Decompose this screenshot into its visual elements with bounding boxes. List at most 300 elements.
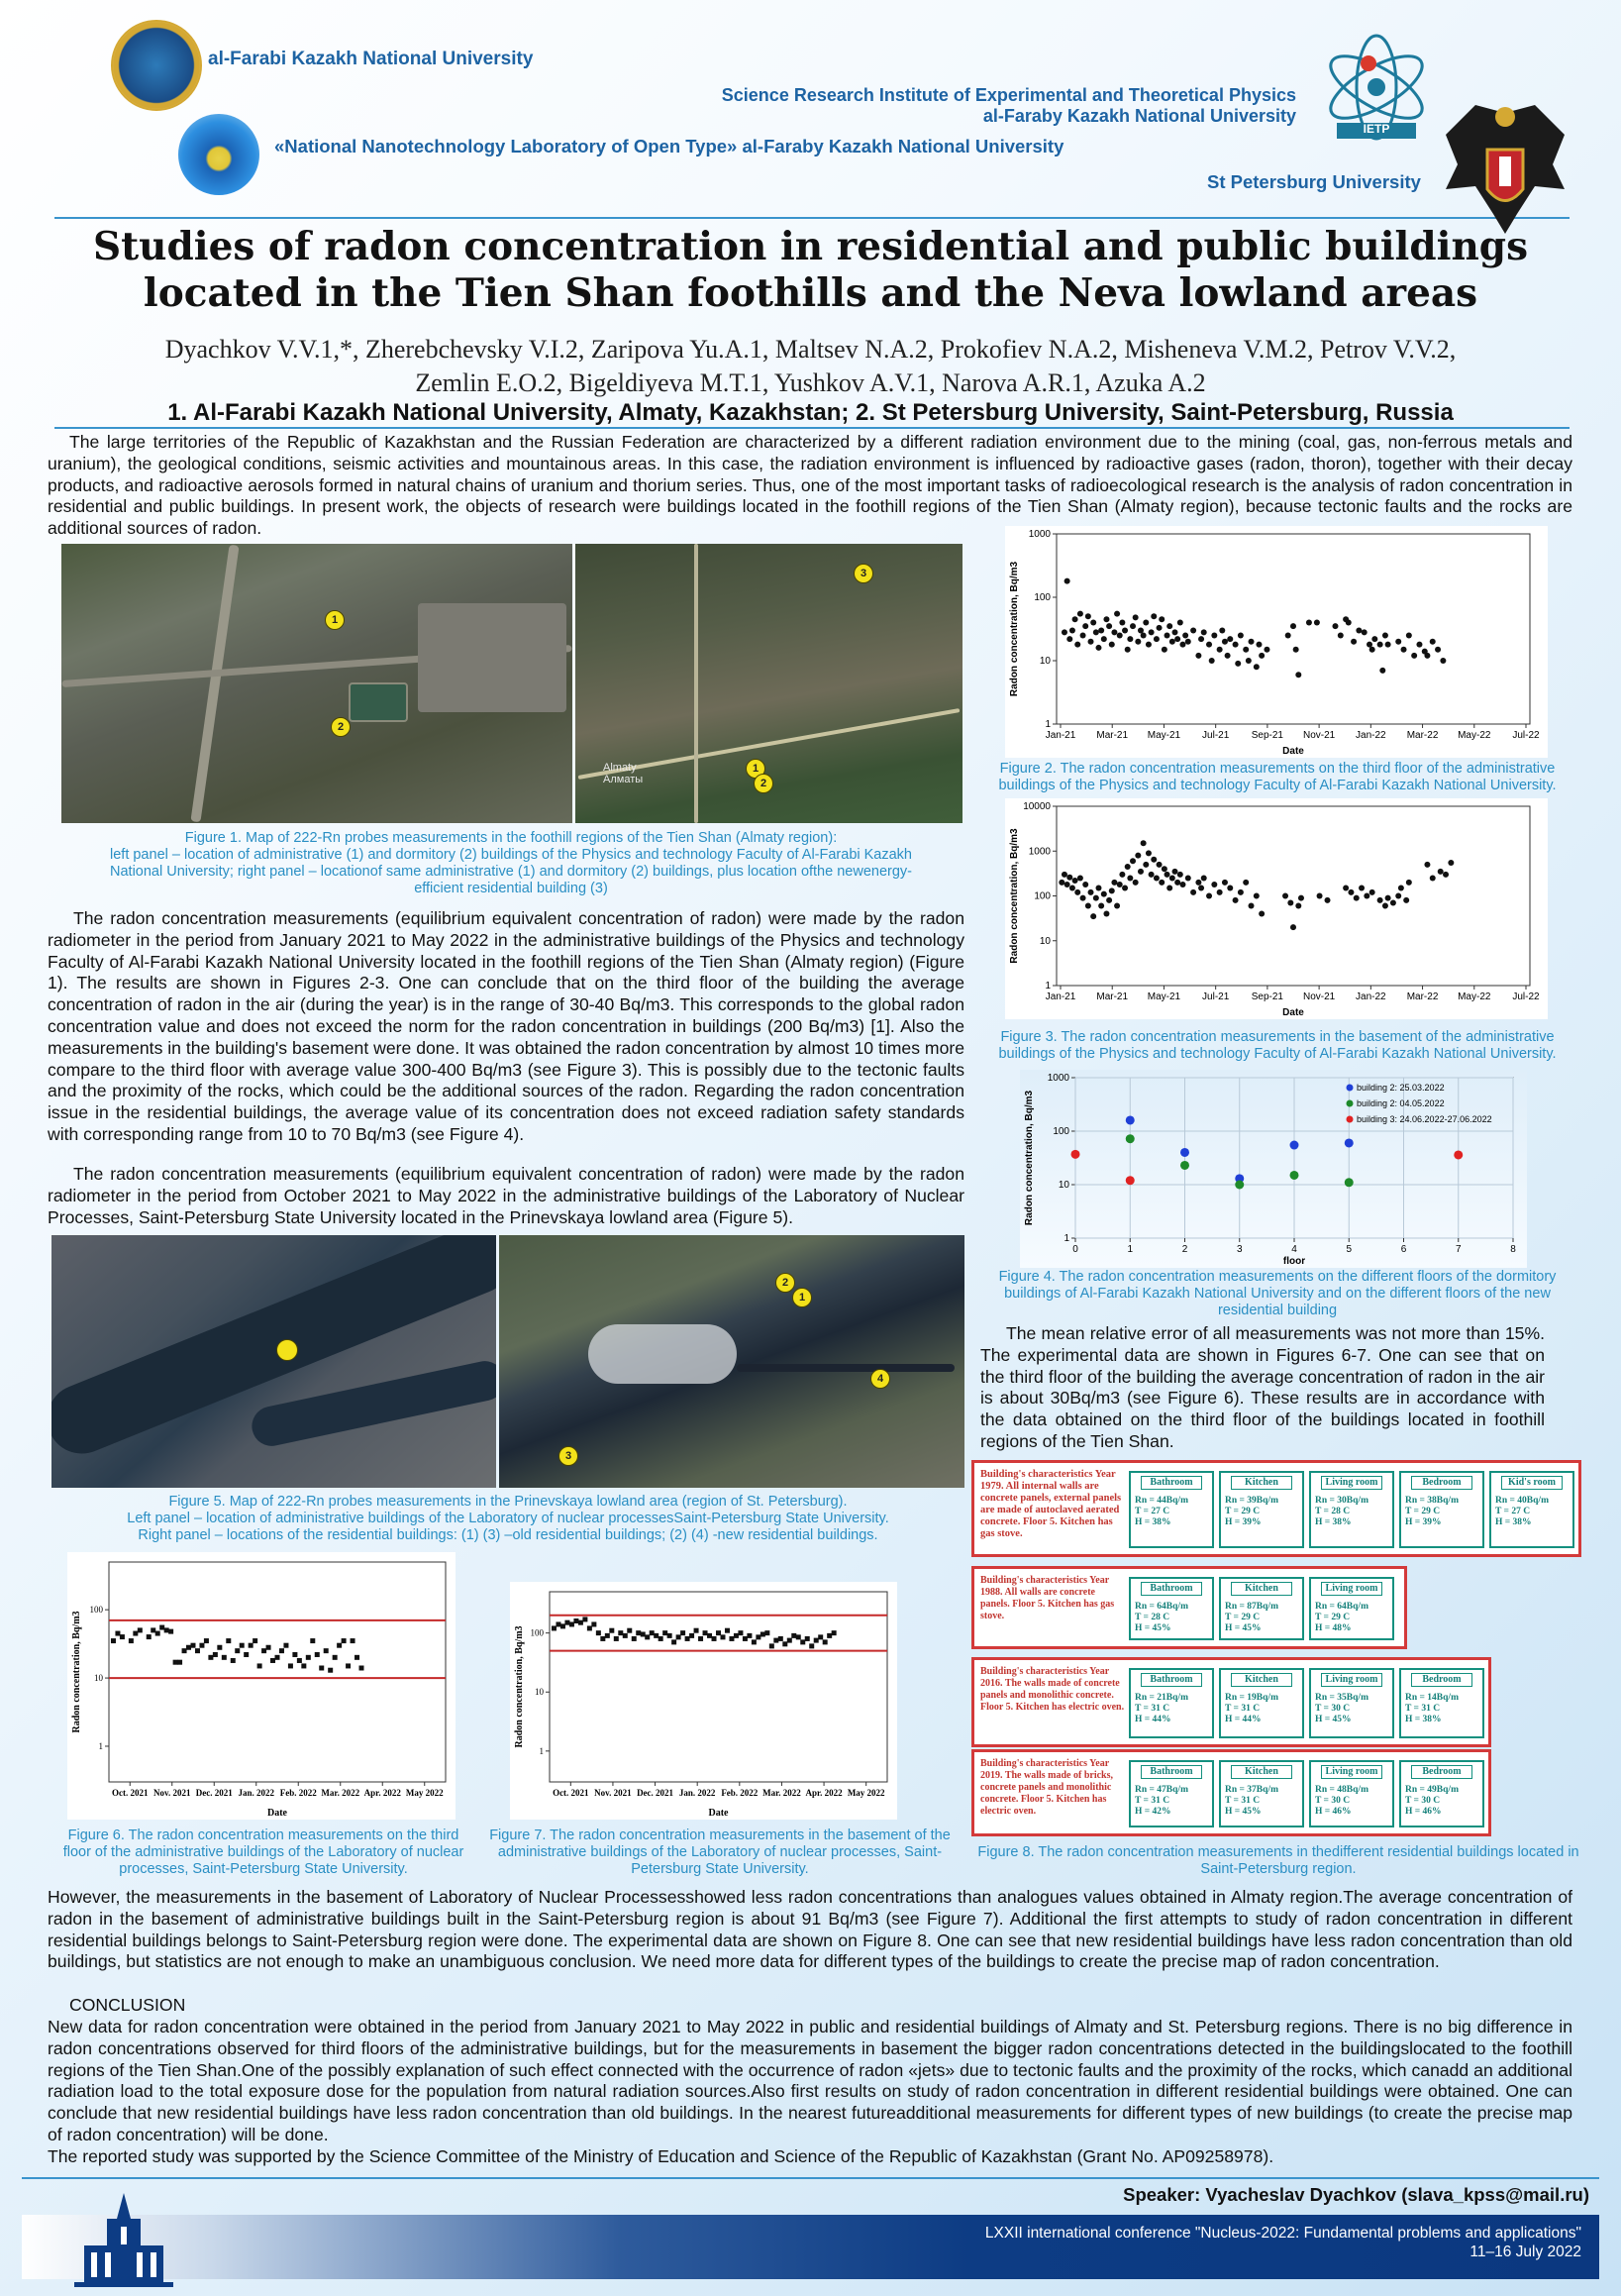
fig4-legend-marker [1347,1085,1354,1092]
room-name: Kitchen [1231,1673,1292,1687]
fig3-data-point [1395,893,1401,899]
fig2-data-point [1369,647,1375,653]
fig3-data-point [1127,875,1133,881]
fig6-data-point [208,1655,213,1660]
fig3-data-point [1243,880,1249,886]
fig6-data-point [115,1631,120,1636]
fig5-left-map [51,1235,496,1488]
conference-dates: 11–16 July 2022 [1469,2244,1581,2260]
fig7-data-point [623,1633,628,1638]
fig7-xtick-label: Nov. 2021 [594,1788,632,1798]
fig2-data-point [1111,629,1117,635]
building-description: Building's characteristics Year 1988. All walls are concrete panels. Floor 5. Kitchen has gas stove. [980,1575,1115,1621]
fig3-data-point [1359,886,1365,891]
fig7-data-point [716,1630,721,1635]
fig3-data-point [1198,886,1204,891]
fig6-data-point [279,1648,284,1653]
fig2-data-point [1254,664,1260,670]
fig2-data-point [1225,653,1231,659]
room-name: Bedroom [1411,1765,1472,1779]
fig3-data-point [1166,886,1172,891]
fig7-data-point [609,1628,614,1633]
fig6-data-point [173,1660,178,1665]
fig2-data-point [1198,636,1204,642]
fig3-data-point [1385,895,1391,901]
fig3-ytick-label: 1000 [1028,846,1051,858]
fig3-ytick-label: 100 [1034,890,1051,902]
fig2-xtick-label: May-22 [1458,730,1491,741]
fig2-data-point [1362,629,1368,635]
temperature-value: T = 29 C [1405,1507,1441,1516]
temperature-value: T = 31 C [1135,1704,1170,1714]
fig3-data-point [1162,866,1167,872]
fig1-left-marker-2: 2 [331,717,351,737]
fig6-xtick-label: Feb. 2022 [279,1788,317,1798]
fig3-data-point [1157,862,1163,868]
fig4-chart [1020,1070,1527,1268]
fig2-xtick-label: May-21 [1147,730,1181,741]
fig2-data-point [1093,629,1099,635]
fig6-data-point [186,1645,191,1650]
fig3-ytick-label: 10 [1039,935,1051,947]
fig2-data-point [1077,611,1083,617]
fig3-data-point [1317,893,1323,899]
fig7-data-point [832,1630,837,1635]
fig2-data-point [1430,639,1436,645]
fig2-data-point [1177,619,1183,625]
fig2-data-point [1235,661,1241,667]
fig3-data-point [1169,875,1175,881]
fig2-data-point [1190,627,1196,633]
fig6-data-point [270,1658,275,1663]
fig2-data-point [1338,633,1344,639]
fig6-data-point [138,1627,143,1632]
room-measurement [1219,1471,1304,1548]
fig2-data-point [1435,647,1441,653]
fig3-data-point [1062,872,1067,878]
fig2-data-point [1209,658,1215,664]
fig7-data-point [587,1625,592,1630]
fig2-yaxis-label: Radon concentration, Bq/m3 [1009,561,1020,697]
fig1-left-map [61,544,572,823]
temperature-value: T = 31 C [1135,1796,1170,1806]
fig3-data-point [1177,872,1183,878]
kaznu-name: al-Farabi Kazakh National University [208,49,534,69]
humidity-value: H = 46% [1315,1807,1352,1817]
fig2-data-point [1367,642,1372,648]
fig7-data-point [814,1638,819,1643]
fig3-caption: Figure 3. The radon concentration measurements in the basement of the administrative buildings of the Physics and technology Faculty of Al-Farabi Kazakh National University. [998,1029,1557,1062]
fig6-data-point [231,1658,236,1663]
fig7-xaxis-label: Date [708,1808,729,1819]
fig6-data-point [351,1638,355,1643]
fig3-data-point [1069,886,1075,891]
affiliations: 1. Al-Farabi Kazakh National University, Almaty, Kazakhstan; 2. St Petersburg University, Saint-Petersburg, Russia [167,399,1454,426]
fig6-xtick-label: Apr. 2022 [363,1788,401,1798]
fig3-xtick-label: Jul-21 [1202,991,1230,1002]
temperature-value: T = 29 C [1225,1613,1261,1622]
fig6-data-point [310,1638,315,1643]
authors-line1: Dyachkov V.V.1,*, Zherebchevsky V.I.2, Zaripova Yu.A.1, Maltsev N.A.2, Prokofiev N.A.2, Misheneva V.M.2, Petrov V.V.2, [164,335,1457,364]
fig4-ytick-label: 100 [1053,1126,1069,1137]
fig6-data-point [288,1663,293,1668]
fig6-data-point [120,1634,125,1639]
fig2-data-point [1135,639,1141,645]
fig6-chart [67,1552,456,1820]
fig3-xaxis-label: Date [1282,1007,1304,1018]
radon-value: Rn = 38Bq/m [1405,1496,1459,1506]
room-measurement [1129,1668,1214,1738]
fig5-right-marker-4: 4 [870,1369,890,1389]
fig3-data-point [1088,889,1094,895]
room-measurement [1129,1760,1214,1827]
fig7-data-point [667,1633,672,1638]
fig6-data-point [182,1648,187,1653]
fig2-data-point [1411,653,1417,659]
room-measurement [1399,1760,1484,1827]
fig3-data-point [1222,880,1228,886]
radon-value: Rn = 30Bq/m [1315,1496,1368,1506]
fig7-data-point [641,1631,646,1636]
fig6-data-point [261,1648,266,1653]
fig7-data-point [787,1638,792,1643]
authors [0,333,1621,400]
fig4-legend-label: building 2: 25.03.2022 [1357,1083,1445,1093]
temperature-value: T = 28 C [1135,1613,1170,1622]
fig7-data-point [627,1628,632,1633]
fig6-data-point [204,1638,209,1643]
fig6-data-point [244,1652,249,1657]
radon-value: Rn = 64Bq/m [1315,1602,1368,1612]
fig7-xtick-label: Feb. 2022 [721,1788,759,1798]
fig7-data-point [707,1633,712,1638]
fig7-data-point [796,1634,801,1639]
humidity-value: H = 38% [1405,1715,1442,1724]
fig2-data-point [1314,619,1320,625]
room-measurement [1399,1668,1484,1738]
fig2-data-point [1264,647,1269,653]
fig7-data-point [703,1630,708,1635]
fig6-xtick-label: May 2022 [405,1788,444,1798]
fig7-data-point [760,1631,765,1636]
fig7-data-point [618,1630,623,1635]
fig7-xtick-label: Oct. 2021 [553,1788,589,1798]
authors-line2: Zemlin E.O.2, Bigeldiyeva M.T.1, Yushkov A.V.1, Narova A.R.1, Azuka A.2 [415,368,1206,397]
fig3-data-point [1438,869,1444,875]
fig3-data-point [1151,857,1157,863]
fig2-data-point [1174,636,1180,642]
fig3-data-point [1085,903,1091,909]
fig4-xtick-label: 1 [1127,1244,1134,1255]
fig7-data-point [578,1620,583,1625]
fig3-data-point [1174,880,1180,886]
fig6-data-point [333,1655,338,1660]
room-measurement [1399,1471,1484,1548]
fig6-data-point [151,1627,155,1632]
fig6-data-point [235,1648,240,1653]
fig4-data-point [1126,1176,1135,1185]
fig3-data-point [1066,875,1072,881]
fig2-data-point [1356,627,1362,633]
fig2-data-point [1385,642,1391,648]
fig3-data-point [1354,895,1360,901]
fig2-ytick-label: 100 [1034,592,1051,603]
conclusion-heading: CONCLUSION [69,1995,186,2015]
fig2-xtick-label: Sep-21 [1251,730,1284,741]
fig5-left-marker [276,1339,298,1361]
fig2-data-point [1069,627,1075,633]
room-measurement [1219,1760,1304,1827]
fig2-data-point [1290,623,1296,629]
fig2-data-point [1133,614,1139,620]
temperature-value: T = 30 C [1405,1796,1441,1806]
fig3-data-point [1233,897,1239,903]
fig2-data-point [1395,639,1401,645]
fig3-ytick-label: 1 [1045,981,1051,991]
building-card [971,1749,1491,1836]
fig3-data-point [1130,858,1136,864]
fig3-data-point [1138,869,1144,875]
fig3-data-point [1093,895,1099,901]
fig2-data-point [1211,633,1217,639]
fig7-data-point [654,1633,659,1638]
fig7-ytick-label: 100 [530,1627,544,1638]
radon-value: Rn = 19Bq/m [1225,1693,1278,1703]
fig2-xtick-label: Jul-21 [1202,730,1230,741]
fig6-data-point [342,1638,347,1643]
fig6-data-point [111,1638,116,1643]
fig2-caption: Figure 2. The radon concentration measurements on the third floor of the administrative buildings of the Physics and technology Faculty of Al-Farabi Kazakh National University. [998,761,1557,793]
fig2-data-point [1172,629,1178,635]
fig3-ytick-label: 10000 [1023,801,1051,812]
fig7-data-point [662,1630,667,1635]
university-building-logo [69,2191,178,2290]
temperature-value: T = 30 C [1315,1796,1351,1806]
fig6-data-point [191,1643,196,1648]
fig6-data-point [359,1665,364,1670]
spbu-name: St Petersburg University [1207,171,1421,192]
room-name: Bedroom [1411,1476,1472,1490]
fig7-data-point [582,1617,587,1621]
room-name: Bathroom [1141,1765,1202,1779]
fig7-data-point [827,1633,832,1638]
fig2-data-point [1440,658,1446,664]
fig7-data-point [756,1634,760,1639]
humidity-value: H = 45% [1135,1623,1171,1633]
fig2-data-point [1062,629,1067,635]
fig3-data-point [1098,903,1104,909]
fig4-data-point [1126,1134,1135,1143]
fig3-data-point [1390,900,1396,906]
fig2-ytick-label: 1 [1045,719,1051,730]
fig6-data-point [155,1631,160,1636]
ietp-logo-text: IЕТР [1363,122,1390,136]
poster-title [0,224,1621,317]
fig4-xtick-label: 0 [1072,1244,1078,1255]
fig2-data-point [1146,642,1152,648]
fig3-data-point [1201,875,1207,881]
fig2-data-point [1106,623,1112,629]
fig5-right-map [499,1235,964,1488]
fig2-data-point [1130,623,1136,629]
fig1-caption-line1: Figure 1. Map of 222-Rn probes measurements in the foothill regions of the Tien Shan (Almaty region): [184,830,838,846]
fig6-xtick-label: Oct. 2021 [112,1788,149,1798]
fig2-xtick-label: Nov-21 [1302,730,1336,741]
fig7-data-point [805,1636,810,1641]
fig7-data-point [614,1636,619,1641]
fig2-ytick-label: 1000 [1028,529,1051,540]
fig3-data-point [1165,872,1170,878]
fig7-data-point [809,1643,814,1648]
fig7-yaxis-label: Radon concentration, Bq/m3 [514,1625,525,1748]
fig2-xtick-label: Jan-22 [1356,730,1386,741]
fig3-data-point [1172,869,1178,875]
fig2-data-point [1233,642,1239,648]
radon-value: Rn = 39Bq/m [1225,1496,1278,1506]
fig7-data-point [671,1639,676,1644]
fig1-caption-line2: left panel – location of administrative (1) and dormitory (2) buildings of the Physics and technology Faculty of Al-Farabi Kazakh National University; right panel – locationof same administrative (1) and dormitory (2) buildings, plus location ofthe newenergy-efficient residential building (3) [110,847,912,896]
fig7-xtick-label: Jan. 2022 [678,1788,716,1798]
fig2-data-point [1371,636,1377,642]
fig7-xtick-label: Mar. 2022 [762,1788,801,1798]
fig2-data-point [1114,611,1120,617]
fig4-legend-label: building 2: 04.05.2022 [1357,1098,1445,1108]
fig7-data-point [632,1636,637,1641]
fig7-xtick-label: Dec. 2021 [637,1788,674,1798]
fig2-data-point [1377,642,1383,648]
fig5-right-marker-2: 2 [775,1273,795,1293]
fig2-data-point [1406,633,1412,639]
fig2-xtick-label: Jan-21 [1045,730,1076,741]
kaznu-logo [111,20,202,111]
fig2-data-point [1074,642,1080,648]
fig4-data-point [1235,1181,1244,1190]
radon-value: Rn = 35Bq/m [1315,1693,1368,1703]
fig2-data-point [1122,627,1128,633]
fig3-data-point [1295,903,1301,909]
fig2-data-point [1256,642,1262,648]
fig7-data-point [591,1621,596,1626]
fig3-data-point [1146,850,1152,856]
fig7-data-point [689,1633,694,1638]
fig2-data-point [1141,633,1147,639]
intro-paragraph: The large territories of the Republic of Kazakhstan and the Russian Federation are characterized by a different radiation environment due to the mining (coal, gas, non-ferrous metals and uranium), the geological conditions, seismic activities and mountainous areas. In this case, the radiation environment is influenced by radioactive gases (radon, thoron), together with their decay products, and radioactive aerosols formed in natural chains of uranium and thorium series. Thus, one of the most important tasks of radioecological research is the analysis of radon concentration in residential and public buildings. In present work, the objects of research were buildings located in the foothill regions of the Tien Shan (Almaty region), because tectonic faults and the rocks are additional sources of radon. [48,432,1572,539]
room-measurement [1309,1577,1394,1640]
fig3-data-point [1290,924,1296,930]
humidity-value: H = 39% [1225,1517,1262,1527]
fig2-data-point [1206,642,1212,648]
fig2-data-point [1379,668,1385,674]
fig1-right-marker-2: 2 [754,774,773,793]
fig7-data-point [729,1636,734,1641]
fig3-data-point [1211,882,1217,887]
room-measurement [1129,1577,1214,1640]
conclusion-paragraph: New data for radon concentration were obtained in the period from January 2021 to May 2022 in public and residential buildings of Almaty and St. Petersburg regions. There is no big difference in radon concentrations observed for third floors of the administrative buildings, but for the measurements in basement the bigger radon concentrations detected in the buildingslocated to the foothill regions of the Tien Shan.One of the possibly explanation of such effect connected with the occurrence of radon «jets» due to tectonic faults and the proximity of the rocks, which canadd an additional radiation load to the total exposure dose for the population from natural radiation sources.Also first results on study of radon concentration in different residential buildings were obtained. One can conclude that new residential buildings have less radon concentration than old buildings. In the nearest futureadditional measurements for different types of new buildings (to create the precise map of radon concentration) will be done. [48,2017,1572,2144]
fig2-data-point [1195,653,1201,659]
fig3-data-point [1377,897,1383,903]
fig2-data-point [1219,627,1225,633]
fig6-data-point [226,1638,231,1643]
fig2-data-point [1169,639,1175,645]
radon-value: Rn = 64Bq/m [1135,1602,1188,1612]
room-measurement [1309,1760,1394,1827]
fig3-data-point [1343,886,1349,891]
fig2-data-point [1159,616,1165,622]
fig3-data-point [1117,882,1123,887]
fig3-data-point [1382,903,1388,909]
fig7-xtick-label: Apr. 2022 [805,1788,843,1798]
fig2-data-point [1165,633,1170,639]
fig5-caption-line2: Left panel – location of administrative buildings of the Laboratory of nuclear processesSaint-Petersburg State University. [127,1511,889,1526]
radon-value: Rn = 47Bq/m [1135,1785,1188,1795]
fig6-xtick-label: Dec. 2021 [195,1788,233,1798]
fig7-data-point [769,1643,774,1648]
fig3-data-point [1122,886,1128,891]
title-divider [54,427,1570,429]
fig2-data-point [1222,639,1228,645]
room-measurement [1309,1668,1394,1738]
fig2-chart [1005,526,1548,758]
fig2-data-point [1285,633,1291,639]
fig3-xtick-label: Jan-21 [1045,991,1076,1002]
fig3-data-point [1119,872,1125,878]
humidity-value: H = 39% [1405,1517,1442,1527]
fig2-data-point [1424,653,1430,659]
fig3-data-point [1074,889,1080,895]
fig4-xtick-label: 2 [1181,1244,1188,1255]
fig3-data-point [1135,853,1141,859]
fig2-data-point [1143,619,1149,625]
humidity-value: H = 38% [1495,1517,1532,1527]
fig8-caption: Figure 8. The radon concentration measurements in thedifferent residential buildings located in Saint-Petersburg region. [977,1844,1579,1877]
paragraph-3: The mean relative error of all measurements was not more than 15%. The experimental data are shown in Figures 6-7. One can see that on the third floor of the building the average concentration of radon in the air is about 30Bq/m3 (see Figure 6). These results are in accordance with the data obtained on the third floor of the buildings located in foothill regions of the Tien Shan. [980,1323,1545,1451]
fig2-data-point [1295,672,1301,678]
fig7-data-point [556,1621,560,1626]
fig6-data-point [159,1625,164,1630]
building-description: Building's characteristics Year 2016. The walls made of concrete panels and monolithic concrete. Floor 5. Kitchen has electric oven. [980,1666,1125,1713]
speaker: Speaker: Vyacheslav Dyachkov (slava_kpss@mail.ru) [1123,2184,1589,2205]
fig3-data-point [1254,893,1260,899]
fig7-data-point [680,1630,685,1635]
fig7-data-point [676,1634,681,1639]
fig7-data-point [573,1618,578,1623]
fig2-data-point [1182,633,1188,639]
fig2-data-point [1127,636,1133,642]
fig7-data-point [645,1634,650,1639]
temperature-value: T = 31 C [1225,1796,1261,1806]
fig3-data-point [1103,911,1109,917]
fig3-xtick-label: Mar-22 [1406,991,1439,1002]
fig3-xtick-label: Nov-21 [1302,991,1336,1002]
fig3-data-point [1406,880,1412,886]
fig2-data-point [1149,629,1155,635]
humidity-value: H = 48% [1315,1623,1352,1633]
fig1-right-map [575,544,962,823]
fig3-data-point [1141,840,1147,846]
fig7-data-point [738,1630,743,1635]
fig3-data-point [1149,872,1155,878]
fig7-data-point [659,1636,663,1641]
fig7-data-point [823,1639,828,1644]
room-name: Bathroom [1141,1476,1202,1490]
fig6-xtick-label: Jan. 2022 [238,1788,275,1798]
fig7-chart [510,1582,897,1820]
fig2-data-point [1109,642,1115,648]
radon-value: Rn = 48Bq/m [1315,1785,1368,1795]
fig3-data-point [1259,911,1265,917]
fig3-xtick-label: Sep-21 [1251,991,1284,1002]
institute-line2: al-Faraby Kazakh National University [982,106,1296,126]
